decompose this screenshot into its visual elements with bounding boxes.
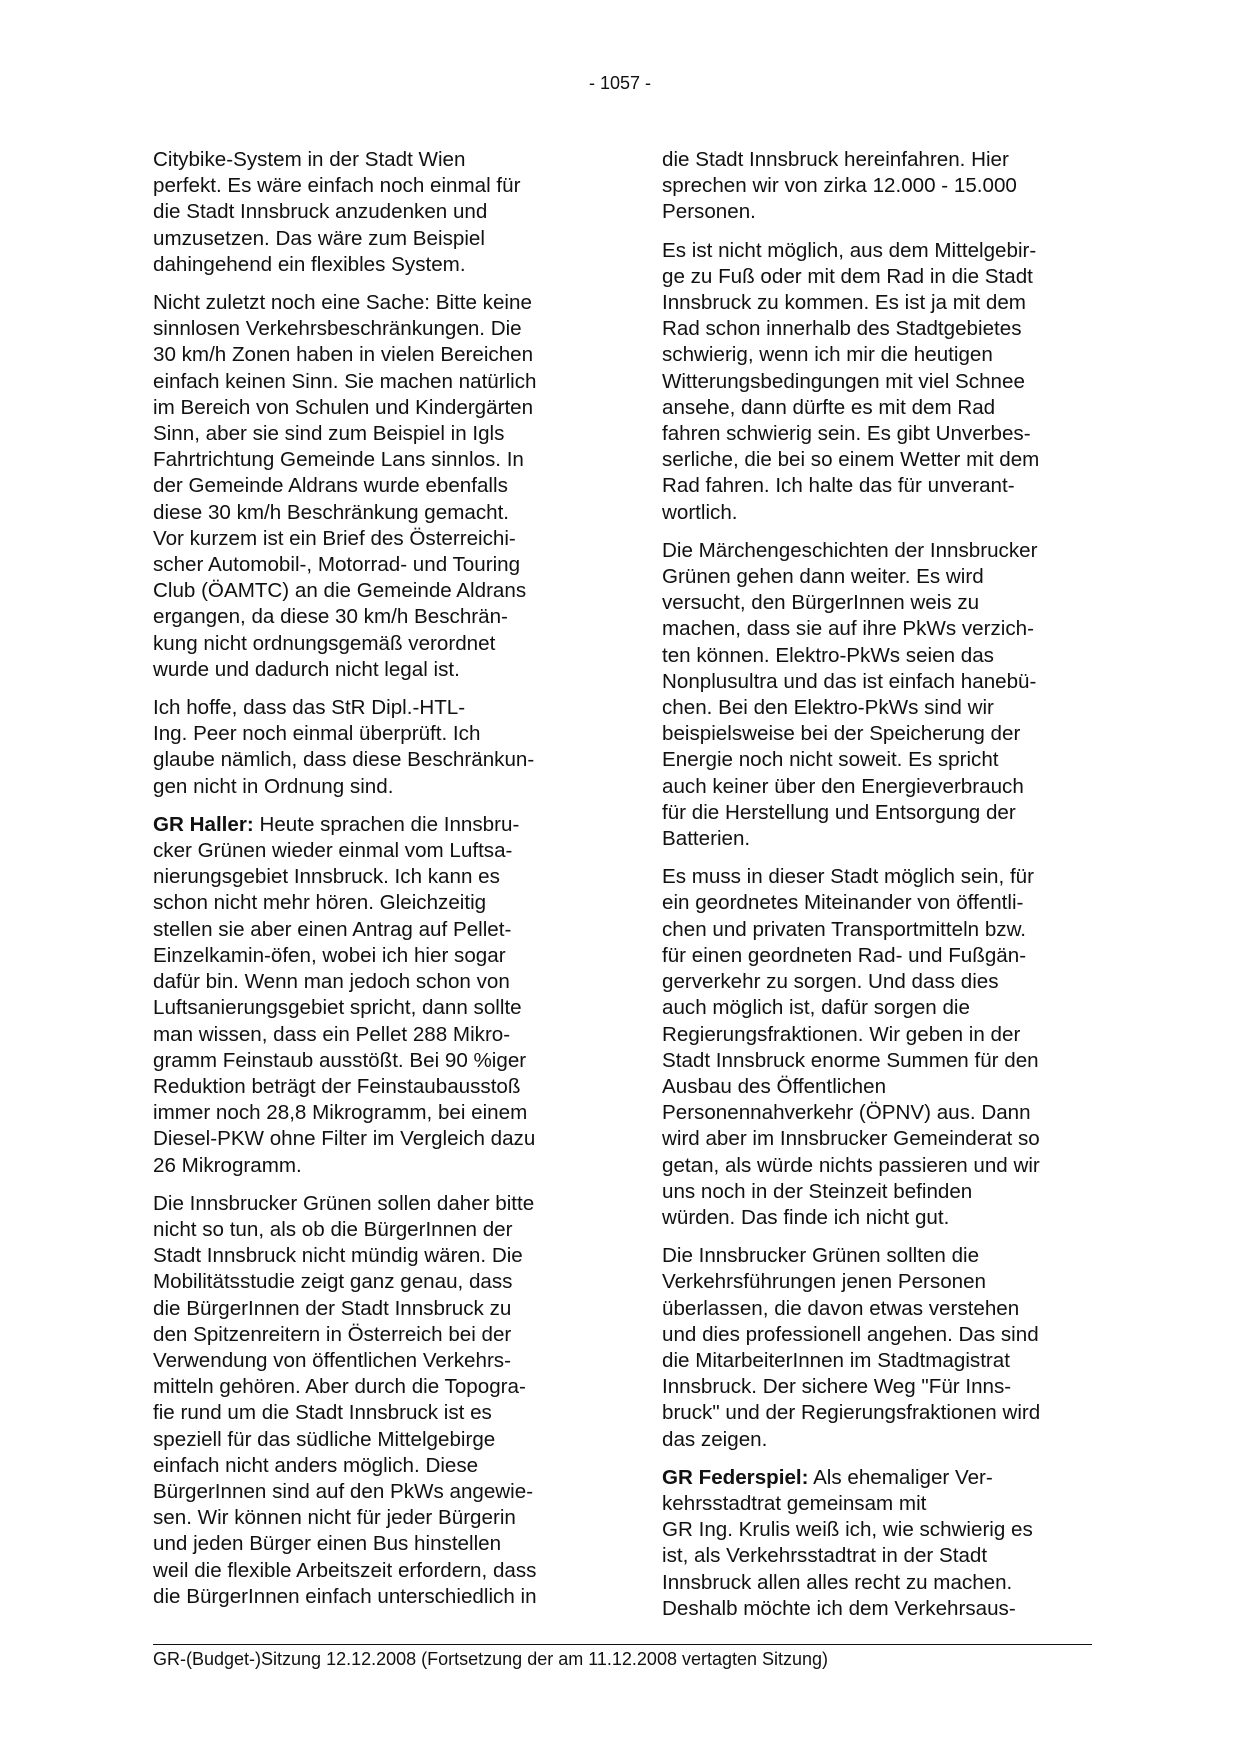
text-line: fahren schwierig sein. Es gibt Unverbes- xyxy=(662,422,1031,446)
text-line: wird aber im Innsbrucker Gemeinderat so xyxy=(662,1127,1040,1151)
text-line: man wissen, dass ein Pellet 288 Mikro- xyxy=(153,1022,511,1046)
text-line: immer noch 28,8 Mikrogramm, bei einem xyxy=(153,1101,528,1125)
paragraph xyxy=(662,147,1107,226)
text-line: speziell für das südliche Mittelgebirge xyxy=(153,1427,496,1451)
text-line: einfach keinen Sinn. Sie machen natürlich xyxy=(153,369,537,393)
text-line: scher Automobil-, Motorrad- und Touring xyxy=(153,553,521,577)
text-line: überlassen, die davon etwas verstehen xyxy=(662,1296,1020,1320)
text-line: 30 km/h Zonen haben in vielen Bereichen xyxy=(153,343,534,367)
text-line: Diesel-PKW ohne Filter im Vergleich dazu xyxy=(153,1127,536,1151)
text-line: Personennahverkehr (ÖPNV) aus. Dann xyxy=(662,1101,1031,1125)
text-line: Verkehrsführungen jenen Personen xyxy=(662,1270,987,1294)
text-line: uns noch in der Steinzeit befinden xyxy=(662,1179,973,1203)
text-line: ansehe, dann dürfte es mit dem Rad xyxy=(662,395,996,419)
text-line: schwierig, wenn ich mir die heutigen xyxy=(662,343,993,367)
text-line: Stadt Innsbruck nicht mündig wären. Die xyxy=(153,1244,523,1268)
text-line: Verwendung von öffentlichen Verkehrs- xyxy=(153,1348,511,1372)
paragraph xyxy=(153,290,598,683)
text-line: versucht, den BürgerInnen weis zu xyxy=(662,591,980,615)
text-line: ge zu Fuß oder mit dem Rad in die Stadt xyxy=(662,264,1033,288)
text-line: Rad schon innerhalb des Stadtgebietes xyxy=(662,317,1022,341)
text-line: Nicht zuletzt noch eine Sache: Bitte keine xyxy=(153,291,532,315)
text-line: Stadt Innsbruck enorme Summen für den xyxy=(662,1048,1039,1072)
text-line: Ich hoffe, dass das StR Dipl.-HTL- xyxy=(153,696,466,720)
text-line: Grünen gehen dann weiter. Es wird xyxy=(662,565,984,589)
text-line: würden. Das finde ich nicht gut. xyxy=(662,1205,950,1229)
text-line: für einen geordneten Rad- und Fußgän- xyxy=(662,943,1027,967)
text-line: serliche, die bei so einem Wetter mit dem xyxy=(662,448,1040,472)
speaker-name: GR Federspiel: xyxy=(662,1465,809,1489)
text-line: dahingehend ein flexibles System. xyxy=(153,252,466,276)
text-line: kehrsstadtrat gemeinsam mit xyxy=(662,1491,927,1515)
text-line: Es ist nicht möglich, aus dem Mittelgebir- xyxy=(662,238,1037,262)
text-line: Die Innsbrucker Grünen sollen daher bitte xyxy=(153,1191,535,1215)
text-line: Rad fahren. Ich halte das für unverant- xyxy=(662,474,1015,498)
text-line: das zeigen. xyxy=(662,1427,768,1451)
paragraph xyxy=(662,864,1107,1231)
text-line: 26 Mikrogramm. xyxy=(153,1153,302,1177)
text-line: Fahrtrichtung Gemeinde Lans sinnlos. In xyxy=(153,448,524,472)
text-line: und dies professionell angehen. Das sind xyxy=(662,1322,1039,1346)
footer-divider xyxy=(153,1644,1092,1645)
text-line: Die Innsbrucker Grünen sollten die xyxy=(662,1244,980,1268)
text-line: einfach nicht anders möglich. Diese xyxy=(153,1453,479,1477)
text-line: Vor kurzem ist ein Brief des Österreichi- xyxy=(153,526,516,550)
speaker-name: GR Haller: xyxy=(153,812,254,836)
text-line: die BürgerInnen einfach unterschiedlich in xyxy=(153,1584,537,1608)
text-line: perfekt. Es wäre einfach noch einmal für xyxy=(153,174,521,198)
text-line: ergangen, da diese 30 km/h Beschrän- xyxy=(153,605,508,629)
text-line: Ing. Peer noch einmal überprüft. Ich xyxy=(153,722,481,746)
text-line: für die Herstellung und Entsorgung der xyxy=(662,800,1016,824)
text-line: getan, als würde nichts passieren und wir xyxy=(662,1153,1040,1177)
paragraph xyxy=(153,695,598,800)
text-line: der Gemeinde Aldrans wurde ebenfalls xyxy=(153,474,508,498)
text-line: wurde und dadurch nicht legal ist. xyxy=(153,657,460,681)
text-line: diese 30 km/h Beschränkung gemacht. xyxy=(153,500,510,524)
text-line: schon nicht mehr hören. Gleichzeitig xyxy=(153,891,487,915)
text-line: sprechen wir von zirka 12.000 - 15.000 xyxy=(662,174,1017,198)
text-line: fie rund um die Stadt Innsbruck ist es xyxy=(153,1401,492,1425)
paragraph xyxy=(662,538,1107,852)
text-line: im Bereich von Schulen und Kindergärten xyxy=(153,395,534,419)
text-line: GR Ing. Krulis weiß ich, wie schwierig es xyxy=(662,1518,1033,1542)
speech-text: Heute sprachen die Innsbru- xyxy=(253,812,520,836)
text-line: und jeden Bürger einen Bus hinstellen xyxy=(153,1532,502,1556)
text-line: nicht so tun, als ob die BürgerInnen der xyxy=(153,1217,513,1241)
text-line: Regierungsfraktionen. Wir geben in der xyxy=(662,1022,1021,1046)
text-line: den Spitzenreitern in Österreich bei der xyxy=(153,1322,512,1346)
text-line: Sinn, aber sie sind zum Beispiel in Igls xyxy=(153,422,505,446)
left-column xyxy=(153,147,598,1622)
text-line: die Stadt Innsbruck anzudenken und xyxy=(153,200,488,224)
text-line: BürgerInnen sind auf den PkWs angewie- xyxy=(153,1479,534,1503)
text-line: Innsbruck zu kommen. Es ist ja mit dem xyxy=(662,291,1026,315)
text-line: Reduktion beträgt der Feinstaubausstoß xyxy=(153,1074,521,1098)
text-line: Citybike-System in der Stadt Wien xyxy=(153,148,466,171)
text-line: die BürgerInnen der Stadt Innsbruck zu xyxy=(153,1296,512,1320)
text-line: sinnlosen Verkehrsbeschränkungen. Die xyxy=(153,317,522,341)
text-line: cker Grünen wieder einmal vom Luftsa- xyxy=(153,839,513,863)
text-line: chen und privaten Transportmitteln bzw. xyxy=(662,917,1027,941)
text-line: Witterungsbedingungen mit viel Schnee xyxy=(662,369,1025,393)
footer-text: GR-(Budget-)Sitzung 12.12.2008 (Fortsetzung der am 11.12.2008 vertagten Sitzung) xyxy=(153,1649,829,1669)
text-line: Batterien. xyxy=(662,827,751,851)
page-number: - 1057 - xyxy=(588,73,652,93)
right-column xyxy=(662,147,1107,1634)
text-line: gerverkehr zu sorgen. Und dass dies xyxy=(662,970,999,994)
text-line: wortlich. xyxy=(662,500,738,524)
text-line: Deshalb möchte ich dem Verkehrsaus- xyxy=(662,1596,1016,1620)
text-line xyxy=(662,1465,1107,1491)
text-line: machen, dass sie auf ihre PkWs verzich- xyxy=(662,617,1034,641)
text-line: Innsbruck. Der sichere Weg "Für Inns- xyxy=(662,1375,1012,1399)
text-line: Einzelkamin-öfen, wobei ich hier sogar xyxy=(153,943,506,967)
paragraph xyxy=(662,1243,1107,1453)
paragraph xyxy=(153,147,598,278)
text-line: nierungsgebiet Innsbruck. Ich kann es xyxy=(153,865,500,889)
text-line: chen. Bei den Elektro-PkWs sind wir xyxy=(662,696,994,720)
text-line: ist, als Verkehrsstadtrat in der Stadt xyxy=(662,1544,988,1568)
text-line: Die Märchengeschichten der Innsbrucker xyxy=(662,538,1038,562)
text-line: ten können. Elektro-PkWs seien das xyxy=(662,643,994,667)
speech-text: Als ehemaliger Ver- xyxy=(808,1465,993,1489)
text-line: auch möglich ist, dafür sorgen die xyxy=(662,996,970,1020)
paragraph xyxy=(153,812,598,1179)
paragraph xyxy=(153,1191,598,1610)
text-line: stellen sie aber einen Antrag auf Pellet- xyxy=(153,917,512,941)
paragraph xyxy=(662,1465,1107,1622)
text-line: Club (ÖAMTC) an die Gemeinde Aldrans xyxy=(153,579,527,603)
text-line: Ausbau des Öffentlichen xyxy=(662,1074,887,1098)
text-line: gen nicht in Ordnung sind. xyxy=(153,774,394,798)
text-line: bruck" und der Regierungsfraktionen wird xyxy=(662,1401,1041,1425)
text-line: Nonplusultra und das ist einfach hanebü- xyxy=(662,669,1037,693)
paragraph xyxy=(662,238,1107,526)
text-line: umzusetzen. Das wäre zum Beispiel xyxy=(153,226,485,250)
text-line: weil die flexible Arbeitszeit erfordern, dass xyxy=(153,1558,537,1582)
text-line: sen. Wir können nicht für jeder Bürgerin xyxy=(153,1506,516,1530)
text-line: dafür bin. Wenn man jedoch schon von xyxy=(153,970,510,994)
text-line: Energie noch nicht soweit. Es spricht xyxy=(662,748,999,772)
text-line: ein geordnetes Miteinander von öffentli- xyxy=(662,891,1024,915)
text-line: beispielsweise bei der Speicherung der xyxy=(662,722,1021,746)
text-line: Personen. xyxy=(662,200,756,224)
text-line: kung nicht ordnungsgemäß verordnet xyxy=(153,631,496,655)
text-line xyxy=(153,812,598,838)
text-line: Innsbruck allen alles recht zu machen. xyxy=(662,1570,1013,1594)
text-line: Es muss in dieser Stadt möglich sein, für xyxy=(662,865,1034,889)
text-line: gramm Feinstaub ausstößt. Bei 90 %iger xyxy=(153,1048,527,1072)
text-line: Mobilitätsstudie zeigt ganz genau, dass xyxy=(153,1270,513,1294)
text-line: glaube nämlich, dass diese Beschränkun- xyxy=(153,748,535,772)
text-line: Luftsanierungsgebiet spricht, dann sollte xyxy=(153,996,522,1020)
text-line: die MitarbeiterInnen im Stadtmagistrat xyxy=(662,1348,1010,1372)
text-line: die Stadt Innsbruck hereinfahren. Hier xyxy=(662,148,1009,171)
text-line: mitteln gehören. Aber durch die Topogra- xyxy=(153,1375,526,1399)
text-line: auch keiner über den Energieverbrauch xyxy=(662,774,1024,798)
